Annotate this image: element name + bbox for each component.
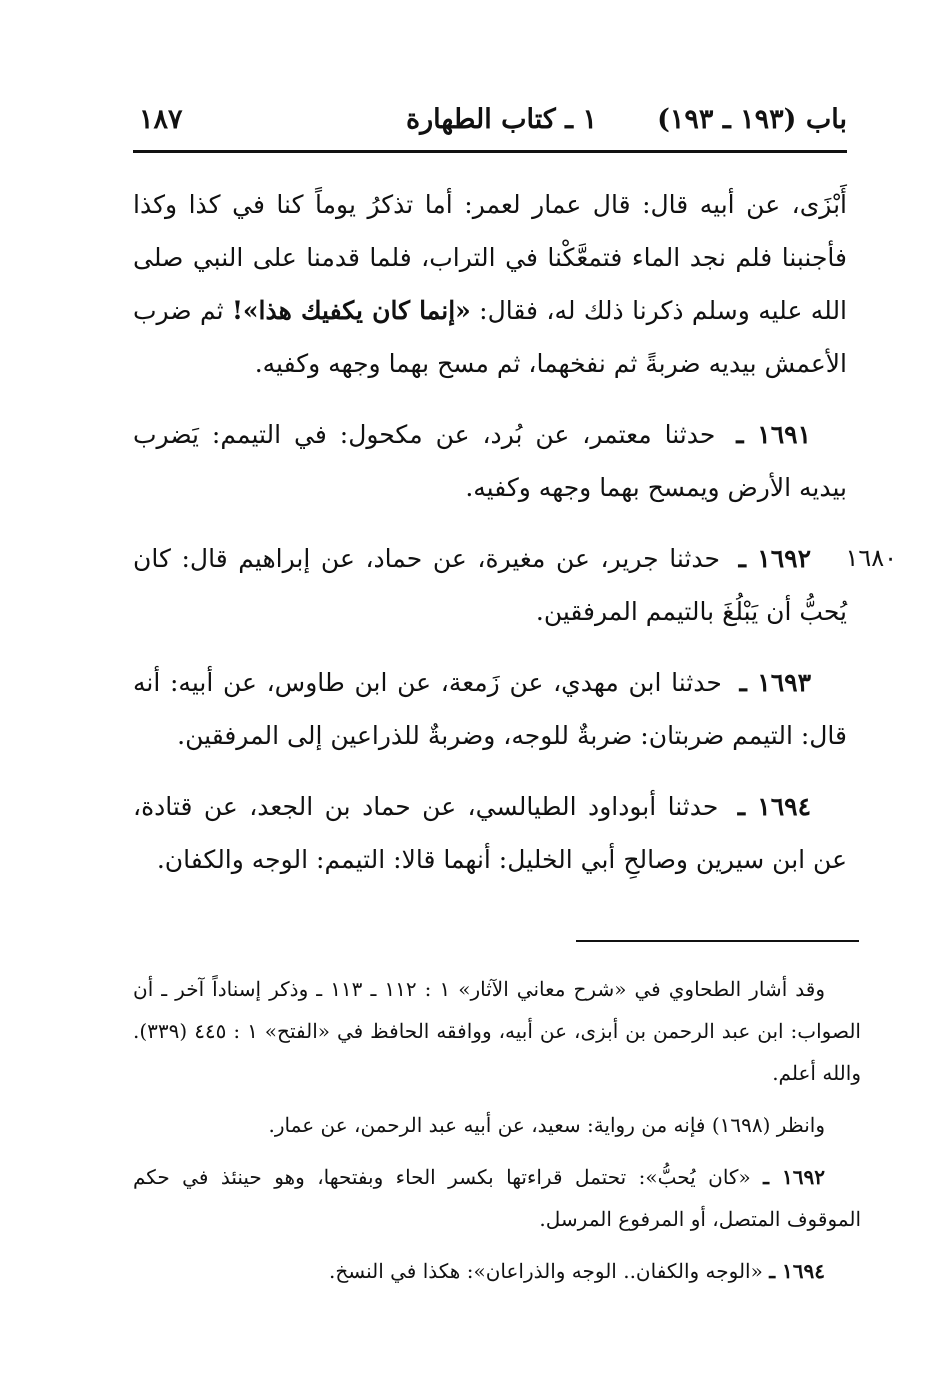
hadith-number: ١٦٩٣ ـ: [739, 668, 811, 697]
footnote-1694: [133, 1250, 861, 1292]
hadith-number: ١٦٩٤ ـ: [737, 792, 812, 821]
hadith-1693: [133, 656, 847, 762]
header-rule: [133, 150, 847, 153]
hadith-1691: [133, 408, 847, 514]
hadith-1692: [133, 532, 897, 638]
footnote-number: ١٦٩٢ ـ: [763, 1165, 825, 1189]
chapter-heading: باب (١٩٣ ـ ١٩٣): [657, 104, 847, 135]
footnote-see-also: وانظر (١٦٩٨) فإنه من رواية: سعيد، عن أبيه عبد الرحمن، عن عمار.: [268, 1113, 825, 1137]
hadith-text: حدثنا جرير، عن مغيرة، عن حماد، عن إبراهيم قال: كان يُحبُّ أن يَبْلُغَ بالتيمم المرفقين.: [133, 544, 847, 626]
hadith-number: ١٦٩١ ـ: [736, 420, 812, 449]
footnote-1692: [133, 1156, 861, 1240]
prophet-quote: «إنما كان يكفيك هذا»!: [231, 296, 471, 325]
running-header: [133, 104, 847, 148]
footnote-tahawi: وقد أشار الطحاوي في «شرح معاني الآثار» ١ : ١١٢ ـ ١١٣ ـ وذكر إسناداً آخر ـ أن الصواب: ابن عبد الرحمن بن أبزى، عن أبيه، ووافقه الحافظ في «الفتح» ١ : ٤٤٥ (٣٣٩). والله أعلم.: [133, 977, 861, 1085]
hadith-text: حدثنا ابن مهدي، عن زَمعة، عن ابن طاوس، عن أبيه: أنه قال: التيمم ضربتان: ضربةٌ للوجه، وضربةٌ للذراعين إلى المرفقين.: [133, 668, 847, 750]
hadith-1694: [133, 780, 847, 886]
footnote-text: «كان يُحبُّ»: تحتمل قراءتها بكسر الحاء وبفتحها، وهو حينئذ في حكم الموقوف المتصل، أو المرفوع المرسل.: [133, 1165, 861, 1231]
page-number: ١٨٧: [139, 104, 183, 135]
footnote-number: ١٦٩٤ ـ: [769, 1259, 825, 1283]
hadith-number: ١٦٩٢ ـ: [738, 544, 812, 573]
footnote-text: «الوجه والكفان.. الوجه والذراعان»: هكذا في النسخ.: [328, 1259, 763, 1283]
margin-number: ١٦٨٠: [845, 544, 897, 572]
hadith-text: حدثنا معتمر، عن بُرد، عن مكحول: في التيمم: يَضرب بيديه الأرض ويمسح بهما وجهه وكفيه.: [133, 420, 847, 502]
footnote-rule: [576, 940, 859, 942]
intro-text-after: ثم ضرب الأعمش بيديه ضربةً ثم نفخهما، ثم مسح بهما وجهه وكفيه.: [133, 296, 847, 378]
book-title: ١ ـ كتاب الطهارة: [405, 104, 597, 135]
continuation-paragraph: [133, 178, 847, 390]
hadith-text: حدثنا أبوداود الطيالسي، عن حماد بن الجعد، عن قتادة، عن ابن سيرين وصالحِ أبي الخليل: أنهما قالا: التيمم: الوجه والكفان.: [133, 792, 847, 874]
intro-text-before: أَبْزَى، عن أبيه قال: قال عمار لعمر: أما تذكرُ يوماً كنا في كذا وكذا فأجنبنا فلم نجد الماء فتمعَّكْنا في التراب، فلما قدمنا على النبي صلى الله عليه وسلم ذكرنا ذلك له، فقال:: [133, 190, 848, 325]
main-text: [133, 178, 897, 904]
footnotes: [133, 968, 861, 1302]
